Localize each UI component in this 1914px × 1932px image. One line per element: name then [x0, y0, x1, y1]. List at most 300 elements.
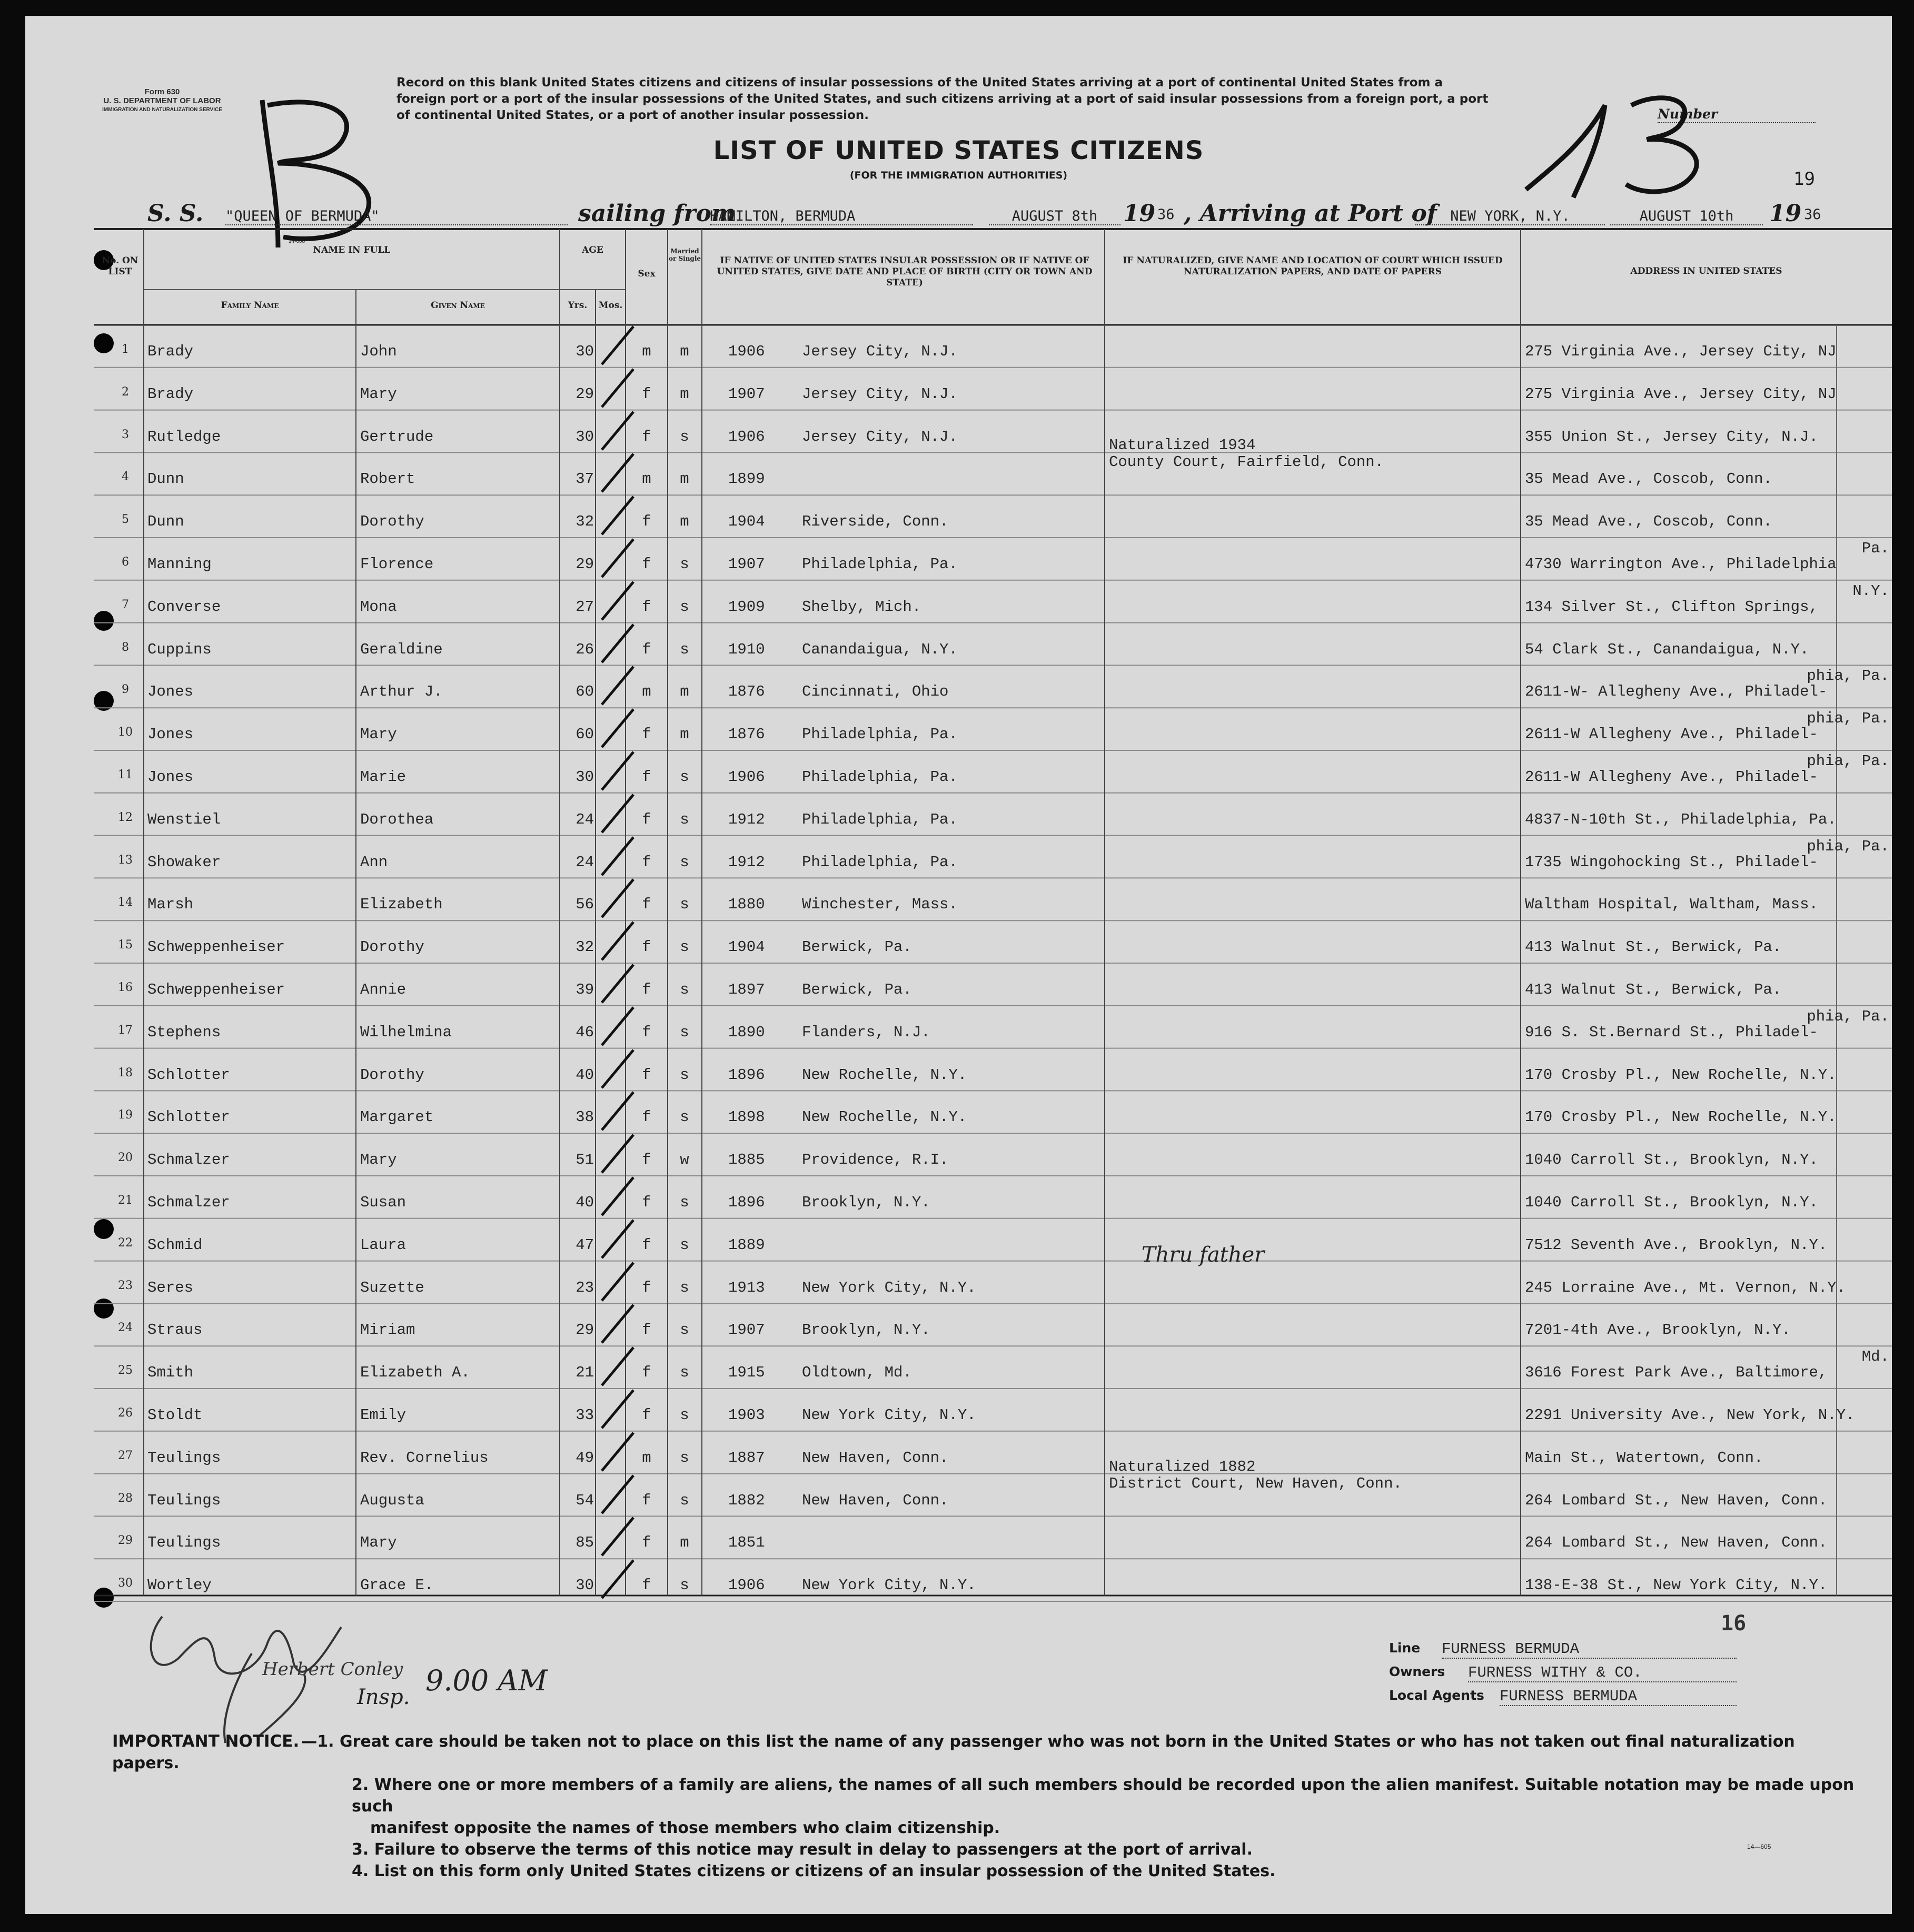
birth-year: 1904 — [728, 938, 765, 956]
check-mark-icon — [597, 1513, 639, 1561]
check-mark-icon — [597, 1173, 639, 1221]
age-years: 40 — [576, 1066, 594, 1084]
birth-year: 1880 — [728, 896, 765, 914]
marital-status: s — [680, 1236, 689, 1254]
marital-status: w — [680, 1151, 689, 1169]
line-value: FURNESS BERMUDA — [1442, 1640, 1737, 1659]
birth-place: New Haven, Conn. — [802, 1449, 949, 1467]
check-mark-icon — [597, 875, 639, 923]
birth-place: New Haven, Conn. — [802, 1491, 949, 1509]
address: 138-E-38 St., New York City, N.Y. — [1525, 1577, 1828, 1594]
given-name: Augusta — [360, 1491, 424, 1509]
row-number: 24 — [118, 1321, 133, 1335]
ship-name: "QUEEN OF BERMUDA" — [225, 208, 568, 225]
age-years: 56 — [576, 896, 594, 914]
check-mark-icon — [597, 1471, 639, 1519]
marital-status: s — [680, 1023, 689, 1041]
family-name: Teulings — [147, 1534, 221, 1552]
row-number: 11 — [118, 768, 133, 781]
sex: f — [642, 1151, 651, 1169]
sex: f — [642, 726, 651, 744]
birth-place: Jersey City, N.J. — [802, 428, 958, 445]
check-mark-icon — [597, 833, 639, 880]
birth-place: Providence, R.I. — [802, 1151, 949, 1169]
age-years: 85 — [576, 1534, 594, 1552]
family-name: Schweppenheiser — [147, 981, 285, 998]
check-mark-icon — [597, 1429, 639, 1476]
age-years: 26 — [576, 640, 594, 658]
col-header-age: AGE — [582, 245, 603, 255]
check-mark-icon — [597, 408, 639, 455]
important-notice — [112, 1731, 1866, 1882]
page-title: LIST OF UNITED STATES CITIZENS — [713, 136, 1204, 165]
family-name: Teulings — [147, 1449, 221, 1467]
birth-place: Philadelphia, Pa. — [802, 768, 958, 786]
birth-place: Philadelphia, Pa. — [802, 853, 958, 871]
row-number: 20 — [118, 1151, 133, 1165]
given-name: Mary — [360, 1151, 397, 1169]
row-number: 8 — [122, 640, 129, 654]
age-years: 49 — [576, 1449, 594, 1467]
address: 916 S. St.Bernard St., Philadel- — [1525, 1023, 1818, 1041]
given-name: Mona — [360, 598, 397, 616]
sex: f — [642, 1279, 651, 1296]
birth-year: 1899 — [728, 470, 765, 488]
check-mark-icon — [597, 1003, 639, 1051]
given-name: Mary — [360, 385, 397, 403]
row-number: 14 — [118, 896, 133, 909]
birth-year: 1896 — [728, 1066, 765, 1084]
notice-item-1: —1. Great care should be taken not to place on this list the name of any passenger who was not born in the United States or who has not taken out final naturalization papers. — [112, 1732, 1795, 1772]
check-mark-icon — [597, 1556, 639, 1603]
marital-status: s — [680, 810, 689, 828]
age-years: 51 — [576, 1151, 594, 1169]
row-number: 2 — [122, 385, 129, 399]
col-header-given: Given Name — [431, 300, 485, 311]
age-years: 38 — [576, 1108, 594, 1126]
sex: f — [642, 1023, 651, 1041]
given-name: Laura — [360, 1236, 406, 1254]
notice-item-2b: manifest opposite the names of those members who claim citizenship. — [370, 1819, 1000, 1837]
age-years: 60 — [576, 726, 594, 744]
row-number: 21 — [118, 1194, 133, 1207]
check-mark-icon — [597, 960, 639, 1008]
number-label: Number — [1658, 106, 1718, 122]
address: 2611-W Allegheny Ave., Philadel- — [1525, 726, 1818, 744]
address: 1735 Wingohocking St., Philadel- — [1525, 853, 1818, 871]
birth-year: 1910 — [728, 640, 765, 658]
given-name: Mary — [360, 726, 397, 744]
address: 35 Mead Ave., Coscob, Conn. — [1525, 470, 1772, 488]
birth-place: Berwick, Pa. — [802, 938, 912, 956]
age-years: 32 — [576, 513, 594, 531]
line-label: Line — [1389, 1640, 1421, 1656]
marital-status: s — [680, 1194, 689, 1211]
col-header-family: Family Name — [221, 300, 279, 311]
handwritten-note: Thru father — [1142, 1243, 1265, 1267]
col-header-no: No. ON LIST — [102, 255, 138, 277]
marital-status: s — [680, 1577, 689, 1594]
check-mark-icon — [597, 535, 639, 582]
col-header-mos: Mos. — [598, 300, 623, 311]
birth-place: Winchester, Mass. — [802, 896, 958, 914]
birth-place: Brooklyn, N.Y. — [802, 1194, 930, 1211]
birth-year: 1887 — [728, 1449, 765, 1467]
given-name: Florence — [360, 556, 434, 573]
sex: m — [642, 1449, 651, 1467]
marital-status: s — [680, 640, 689, 658]
birth-year: 1898 — [728, 1108, 765, 1126]
row-number: 27 — [118, 1449, 133, 1462]
address: 413 Walnut St., Berwick, Pa. — [1525, 981, 1782, 998]
arriving-port: NEW YORK, N.Y. — [1415, 208, 1605, 225]
row-number: 29 — [118, 1534, 133, 1548]
address: 170 Crosby Pl., New Rochelle, N.Y. — [1525, 1108, 1837, 1126]
address: 264 Lombard St., New Haven, Conn. — [1525, 1491, 1828, 1509]
record-line-2: foreign port or a port of the insular possessions of the United States, and such citizens arriving at a port of said insular possessions from a foreign port, a port — [396, 92, 1489, 106]
birth-place: New York City, N.Y. — [802, 1577, 976, 1594]
address: 275 Virginia Ave., Jersey City, NJ — [1525, 385, 1837, 403]
sex: f — [642, 768, 651, 786]
sailing-year-prefix: 19 — [1123, 200, 1156, 227]
marital-status: s — [680, 1449, 689, 1467]
sex: f — [642, 896, 651, 914]
row-number: 28 — [118, 1491, 133, 1505]
sex: m — [642, 343, 651, 360]
inspection-time: 9.00 AM — [425, 1664, 548, 1697]
family-name: Smith — [147, 1364, 194, 1382]
birth-place: Jersey City, N.J. — [802, 385, 958, 403]
family-name: Jones — [147, 768, 194, 786]
birth-year: 1897 — [728, 981, 765, 998]
family-name: Brady — [147, 385, 194, 403]
row-number: 18 — [118, 1066, 133, 1079]
address: 245 Lorraine Ave., Mt. Vernon, N.Y. — [1525, 1279, 1846, 1296]
sex: f — [642, 1491, 651, 1509]
birth-year: 1912 — [728, 853, 765, 871]
family-name: Wenstiel — [147, 810, 221, 828]
age-years: 46 — [576, 1023, 594, 1041]
given-name: Wilhelmina — [360, 1023, 452, 1041]
family-name: Brady — [147, 343, 194, 360]
birth-place: Philadelphia, Pa. — [802, 726, 958, 744]
sheet-number: 19 — [1793, 169, 1815, 190]
family-name: Teulings — [147, 1491, 221, 1509]
row-number: 4 — [122, 470, 129, 484]
check-mark-icon — [597, 918, 639, 965]
check-mark-icon — [597, 322, 639, 370]
check-mark-icon — [597, 365, 639, 412]
given-name: Elizabeth A. — [360, 1364, 470, 1382]
col-header-name: NAME IN FULL — [313, 245, 391, 255]
col-header-birth: IF NATIVE OF UNITED STATES INSULAR POSSESSION OR IF NATIVE OF UNITED STATES, GIVE DATE AND PLACE OF BIRTH (CITY OR TOWN AND STATE) — [717, 255, 1093, 288]
row-number: 26 — [118, 1406, 133, 1420]
birth-year: 1882 — [728, 1491, 765, 1509]
birth-year: 1907 — [728, 556, 765, 573]
given-name: Susan — [360, 1194, 406, 1211]
family-name: Rutledge — [147, 428, 221, 445]
sex: f — [642, 1577, 651, 1594]
address-continuation: Md. — [1861, 1348, 1889, 1366]
check-mark-icon — [597, 1088, 639, 1135]
address: 7201-4th Ave., Brooklyn, N.Y. — [1525, 1321, 1791, 1339]
family-name: Schmalzer — [147, 1194, 230, 1211]
sex: f — [642, 853, 651, 871]
given-name: Arthur J. — [360, 683, 443, 701]
check-mark-icon — [597, 1259, 639, 1306]
age-years: 24 — [576, 810, 594, 828]
check-mark-icon — [597, 620, 639, 668]
birth-year: 1851 — [728, 1534, 765, 1552]
birth-place: New Rochelle, N.Y. — [802, 1066, 967, 1084]
birth-place: Cincinnati, Ohio — [802, 683, 949, 701]
address: 264 Lombard St., New Haven, Conn. — [1525, 1534, 1828, 1552]
address: 4730 Warrington Ave., Philadelphia — [1525, 556, 1837, 573]
marital-status: s — [680, 1066, 689, 1084]
given-name: Ann — [360, 853, 388, 871]
address: Main St., Watertown, Conn. — [1525, 1449, 1763, 1467]
notice-item-3: 3. Failure to observe the terms of this notice may result in delay to passengers at the port of arrival. — [352, 1840, 1253, 1859]
birth-place: New York City, N.Y. — [802, 1406, 976, 1424]
check-mark-icon — [597, 1131, 639, 1178]
marital-status: s — [680, 1364, 689, 1382]
age-years: 30 — [576, 1577, 594, 1594]
given-name: Grace E. — [360, 1577, 434, 1594]
row-number: 10 — [118, 726, 133, 739]
birth-year: 1907 — [728, 1321, 765, 1339]
birth-place: Brooklyn, N.Y. — [802, 1321, 930, 1339]
sex: f — [642, 598, 651, 616]
row-number: 1 — [122, 343, 129, 356]
sex: f — [642, 1406, 651, 1424]
family-name: Schlotter — [147, 1066, 230, 1084]
row-number: 5 — [122, 513, 129, 527]
address: 1040 Carroll St., Brooklyn, N.Y. — [1525, 1151, 1818, 1169]
address: 4837-N-10th St., Philadelphia, Pa. — [1525, 810, 1837, 828]
age-years: 32 — [576, 938, 594, 956]
birth-place: New Rochelle, N.Y. — [802, 1108, 967, 1126]
birth-year: 1909 — [728, 598, 765, 616]
marital-status: s — [680, 896, 689, 914]
given-name: Miriam — [360, 1321, 415, 1339]
address-continuation: phia, Pa. — [1807, 1007, 1889, 1025]
arriving-date: AUGUST 10th — [1610, 208, 1763, 225]
age-years: 39 — [576, 981, 594, 998]
birth-year: 1913 — [728, 1279, 765, 1296]
marital-status: m — [680, 726, 689, 744]
birth-year: 1890 — [728, 1023, 765, 1041]
sex: f — [642, 1364, 651, 1382]
birth-place: Flanders, N.J. — [802, 1023, 930, 1041]
family-name: Schweppenheiser — [147, 938, 285, 956]
birth-year: 1904 — [728, 513, 765, 531]
address-continuation: phia, Pa. — [1807, 710, 1889, 728]
address: 2291 University Ave., New York, N.Y. — [1525, 1406, 1855, 1424]
family-name: Marsh — [147, 896, 194, 914]
family-name: Wortley — [147, 1577, 212, 1594]
given-name: Dorothy — [360, 1066, 424, 1084]
sex: f — [642, 385, 651, 403]
birth-place: Philadelphia, Pa. — [802, 556, 958, 573]
sex: f — [642, 1194, 651, 1211]
family-name: Jones — [147, 726, 194, 744]
row-number: 7 — [122, 598, 129, 611]
row-number: 9 — [122, 683, 129, 697]
marital-status: s — [680, 768, 689, 786]
row-number: 16 — [118, 981, 133, 994]
marital-status: s — [680, 981, 689, 998]
age-years: 30 — [576, 768, 594, 786]
sex: f — [642, 428, 651, 445]
sailing-year-suffix: 36 — [1157, 206, 1175, 223]
row-number: 19 — [118, 1108, 133, 1122]
agents-label: Local Agents — [1389, 1688, 1484, 1703]
family-name: Dunn — [147, 513, 184, 531]
print-code: 14-608 — [289, 239, 305, 244]
age-years: 29 — [576, 556, 594, 573]
address: 7512 Seventh Ave., Brooklyn, N.Y. — [1525, 1236, 1828, 1254]
age-years: 40 — [576, 1194, 594, 1211]
birth-place: Jersey City, N.J. — [802, 343, 958, 360]
birth-year: 1906 — [728, 1577, 765, 1594]
record-line-1: Record on this blank United States citizens and citizens of insular possessions of the United States arriving at a port of continental United States from a — [396, 76, 1443, 90]
given-name: Geraldine — [360, 640, 443, 658]
birth-year: 1876 — [728, 683, 765, 701]
sailing-from-port: HAMILTON, BERMUDA — [710, 208, 973, 225]
family-name: Manning — [147, 556, 212, 573]
sex: f — [642, 1066, 651, 1084]
given-name: John — [360, 343, 397, 360]
col-header-married: Married or Single — [668, 247, 701, 262]
age-years: 47 — [576, 1236, 594, 1254]
check-mark-icon — [597, 748, 639, 795]
owners-label: Owners — [1389, 1664, 1445, 1679]
naturalization-court: District Court, New Haven, Conn. — [1109, 1474, 1402, 1492]
address: 275 Virginia Ave., Jersey City, NJ — [1525, 343, 1837, 360]
row-number: 13 — [118, 853, 133, 867]
sailing-date: AUGUST 8th — [989, 208, 1120, 225]
given-name: Rev. Cornelius — [360, 1449, 489, 1467]
notice-label: IMPORTANT NOTICE. — [112, 1732, 300, 1751]
sex: f — [642, 1236, 651, 1254]
check-mark-icon — [597, 1046, 639, 1093]
family-name: Dunn — [147, 470, 184, 488]
birth-year: 1912 — [728, 810, 765, 828]
family-name: Cuppins — [147, 640, 212, 658]
given-name: Robert — [360, 470, 415, 488]
arriving-year-prefix: 19 — [1769, 200, 1802, 227]
marital-status: s — [680, 1279, 689, 1296]
row-number: 23 — [118, 1279, 133, 1292]
marital-status: m — [680, 1534, 689, 1552]
address: Waltham Hospital, Waltham, Mass. — [1525, 896, 1818, 914]
col-header-yrs: Yrs. — [568, 300, 588, 311]
marital-status: s — [680, 1491, 689, 1509]
service: IMMIGRATION AND NATURALIZATION SERVICE — [102, 107, 222, 113]
address: 35 Mead Ave., Coscob, Conn. — [1525, 513, 1772, 531]
birth-place: Oldtown, Md. — [802, 1364, 912, 1382]
department: U. S. DEPARTMENT OF LABOR — [103, 96, 221, 105]
address: 3616 Forest Park Ave., Baltimore, — [1525, 1364, 1828, 1382]
address-continuation: phia, Pa. — [1807, 752, 1889, 770]
birth-place: Philadelphia, Pa. — [802, 810, 958, 828]
age-years: 30 — [576, 343, 594, 360]
sex: f — [642, 513, 651, 531]
age-years: 21 — [576, 1364, 594, 1382]
marital-status: m — [680, 683, 689, 701]
birth-year: 1876 — [728, 726, 765, 744]
check-mark-icon — [597, 662, 639, 710]
address-continuation: N.Y. — [1852, 582, 1889, 600]
given-name: Annie — [360, 981, 406, 998]
sex: f — [642, 1108, 651, 1126]
agents-value: FURNESS BERMUDA — [1500, 1688, 1737, 1706]
address: 355 Union St., Jersey City, N.J. — [1525, 428, 1818, 445]
age-years: 37 — [576, 470, 594, 488]
check-mark-icon — [597, 578, 639, 625]
marital-status: m — [680, 513, 689, 531]
birth-year: 1915 — [728, 1364, 765, 1382]
birth-year: 1903 — [728, 1406, 765, 1424]
marital-status: s — [680, 938, 689, 956]
given-name: Elizabeth — [360, 896, 443, 914]
col-header-naturalized: IF NATURALIZED, GIVE NAME AND LOCATION OF COURT WHICH ISSUED NATURALIZATION PAPERS, AND DATE OF PAPERS — [1123, 255, 1503, 277]
row-number: 6 — [122, 556, 129, 569]
birth-year: 1885 — [728, 1151, 765, 1169]
address-continuation: Pa. — [1861, 540, 1889, 557]
age-years: 29 — [576, 385, 594, 403]
age-years: 33 — [576, 1406, 594, 1424]
check-mark-icon — [597, 705, 639, 752]
col-header-address: ADDRESS IN UNITED STATES — [1630, 266, 1782, 276]
row-number: 25 — [118, 1364, 133, 1378]
marital-status: s — [680, 1406, 689, 1424]
given-name: Margaret — [360, 1108, 434, 1126]
sex: f — [642, 1534, 651, 1552]
inspector-name: Herbert Conley — [262, 1659, 403, 1680]
family-name: Stephens — [147, 1023, 221, 1041]
check-mark-icon — [597, 492, 639, 540]
birth-place: Canandaigua, N.Y. — [802, 640, 958, 658]
sex: f — [642, 556, 651, 573]
check-mark-icon — [597, 1301, 639, 1348]
ss-label: S. S. — [147, 200, 204, 227]
family-name: Straus — [147, 1321, 203, 1339]
age-years: 30 — [576, 428, 594, 445]
naturalization-date: Naturalized 1934 — [1109, 437, 1256, 454]
form-number: Form 630 — [144, 87, 180, 96]
age-years: 60 — [576, 683, 594, 701]
address-continuation: phia, Pa. — [1807, 667, 1889, 685]
birth-year: 1889 — [728, 1236, 765, 1254]
given-name: Dorothea — [360, 810, 434, 828]
row-number: 3 — [122, 428, 129, 441]
check-mark-icon — [597, 790, 639, 838]
sex: f — [642, 981, 651, 998]
sex: f — [642, 1321, 651, 1339]
given-name: Marie — [360, 768, 406, 786]
address: 1040 Carroll St., Brooklyn, N.Y. — [1525, 1194, 1818, 1211]
sex: f — [642, 938, 651, 956]
sex: m — [642, 470, 651, 488]
family-name: Converse — [147, 598, 221, 616]
given-name: Dorothy — [360, 938, 424, 956]
birth-year: 1906 — [728, 343, 765, 360]
address: 170 Crosby Pl., New Rochelle, N.Y. — [1525, 1066, 1837, 1084]
family-name: Schlotter — [147, 1108, 230, 1126]
check-mark-icon — [597, 450, 639, 497]
birth-year: 1906 — [728, 768, 765, 786]
